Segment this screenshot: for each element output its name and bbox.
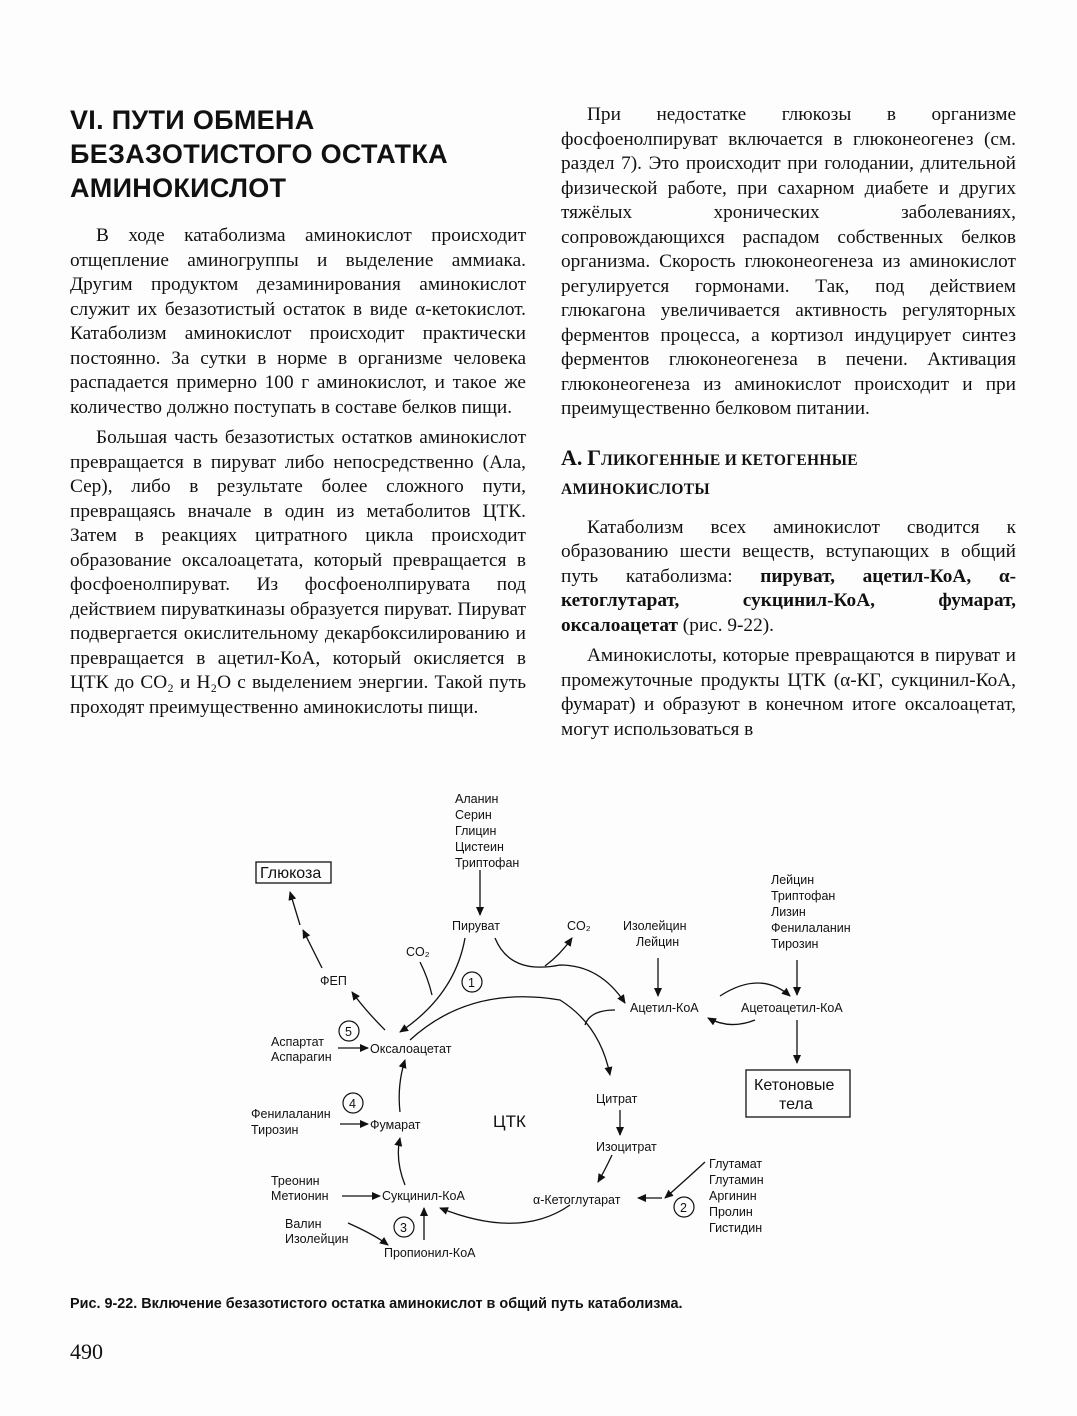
aa-label: Фенилаланин — [251, 1107, 331, 1121]
aa-label: Цистеин — [455, 840, 504, 854]
heading-line-2: БЕЗАЗОТИСТОГО ОСТАТКА — [70, 139, 448, 169]
paragraph: Катаболизм всех аминокислот сводится к образованию шести веществ, вступающих в общий путь катаболизма: пируват, ацетил-КоА, α-кетоглутарат, сукцинил-КоА, фумарат, оксалоацетат (рис. 9-22). — [561, 516, 1016, 636]
glucose-label: Глюкоза — [260, 865, 322, 882]
aa-label: Тирозин — [771, 937, 819, 951]
aa-label: Аспартат — [271, 1035, 324, 1049]
aa-label: Глутамин — [709, 1173, 764, 1187]
subsection-heading: А. ГЛИКОГЕННЫЕ И КЕТОГЕННЫЕ АМИНОКИСЛОТЫ — [561, 444, 858, 498]
aa-label: Аланин — [455, 792, 499, 806]
aa-label: Фенилаланин — [771, 921, 851, 935]
aa-label: Изолейцин — [623, 919, 687, 933]
aa-label: Глутамат — [709, 1157, 763, 1171]
paragraph: При недостатке глюкозы в организме фосфоенолпируват включается в глюконеогенез (см. раздел 7). Это происходит при голодании, длительной физической работе, при сахарном диабете и других тяжёлых хронических заболеваниях, сопровождающихся распадом собственных белков организма. Скорость глюконеогенеза из аминокислот регулируется гормонами. Так, под действием глюкагона увеличивается активность регуляторных ферментов процесса, а кортизол индуцирует синтез ферментов глюконеогенеза в печени. Активация глюконеогенеза из аминокислот происходит и при преимущественно белковом питании. — [561, 104, 1016, 419]
isocitrate-label: Изоцитрат — [596, 1140, 657, 1154]
circle-1-label: 1 — [468, 976, 475, 990]
ketone-label: Кетоновые — [754, 1077, 835, 1094]
aa-label: Треонин — [271, 1174, 320, 1188]
aa-label: Изолейцин — [285, 1232, 349, 1246]
acetyl-coa-label: Ацетил-КоА — [630, 1001, 699, 1015]
ketone-label: тела — [779, 1096, 813, 1113]
co2-label: CO₂ — [567, 919, 591, 933]
page-number: 490 — [70, 1339, 103, 1364]
circle-3-label: 3 — [400, 1221, 407, 1235]
circle-5-label: 5 — [345, 1025, 352, 1039]
fumarate-label: Фумарат — [370, 1118, 421, 1132]
aa-label: Пролин — [709, 1205, 753, 1219]
fep-label: ФЕП — [320, 974, 347, 988]
co2-label: CO₂ — [406, 945, 430, 959]
propionyl-coa-label: Пропионил-КоА — [384, 1246, 476, 1260]
aa-label: Аргинин — [709, 1189, 757, 1203]
paragraph: Аминокислоты, которые превращаются в пируват и промежуточные продукты ЦТК (α-КГ, сукцинил-КоА, фумарат) и образуют в конечном итоге оксалоацетат, могут использоваться в — [561, 645, 1016, 740]
paragraph: В ходе катаболизма аминокислот происходит отщепление аминогруппы и выделение аммиака. Другим продуктом дезаминирования аминокислот служит их безазотистый остаток в виде α-кетокислот. Катаболизм аминокислот происходит практически постоянно. За сутки в норме в организме человека распадается примерно 100 г аминокислот, и такое же количество должно поступать в составе белков пищи. — [70, 225, 526, 418]
akg-label: α-Кетоглутарат — [533, 1193, 621, 1207]
circle-4-label: 4 — [349, 1097, 356, 1111]
aa-label: Лизин — [771, 905, 806, 919]
figure-caption: Рис. 9-22. Включение безазотистого остатка аминокислот в общий путь катаболизма. — [70, 1296, 683, 1312]
tca-label: ЦТК — [493, 1112, 526, 1131]
aa-label: Аспарагин — [271, 1050, 332, 1064]
heading-line-3: АМИНОКИСЛОТ — [70, 173, 287, 203]
aa-label: Триптофан — [455, 856, 520, 870]
pyruvate-label: Пируват — [452, 919, 500, 933]
aa-label: Триптофан — [771, 889, 836, 903]
circle-2-label: 2 — [680, 1201, 687, 1215]
aa-label: Гистидин — [709, 1221, 763, 1235]
aa-label: Лейцин — [771, 873, 815, 887]
heading-line-1: VI. ПУТИ ОБМЕНА — [70, 105, 315, 135]
succinyl-coa-label: Сукцинил-КоА — [382, 1189, 465, 1203]
aa-label: Тирозин — [251, 1123, 299, 1137]
aa-label: Метионин — [271, 1189, 329, 1203]
aa-label: Глицин — [455, 824, 497, 838]
paragraph: Большая часть безазотистых остатков аминокислот превращается в пируват либо непосредственно (Ала, Сер), либо в результате более сложного пути, превращаясь вначале в один из метаболитов ЦТК. Затем в реакциях цитратного цикла происходит образование оксалоацетата, который превращается в фосфоенолпируват. Из фосфоенолпирувата под действием пируваткиназы образуется пируват. Пируват подвергается окислительному декарбоксилированию и превращается в ацетил-КоА, который окисляется в ЦТК до CO₂ и H₂O с выделением энергии. Такой путь проходят преимущественно аминокислоты пищи. — [70, 427, 526, 718]
aa-label: Валин — [285, 1217, 322, 1231]
citrate-label: Цитрат — [596, 1092, 638, 1106]
aa-label: Лейцин — [636, 935, 680, 949]
oxaloacetate-label: Оксалоацетат — [370, 1042, 452, 1056]
acetoacetyl-coa-label: Ацетоацетил-КоА — [741, 1001, 843, 1015]
aa-label: Серин — [455, 808, 492, 822]
